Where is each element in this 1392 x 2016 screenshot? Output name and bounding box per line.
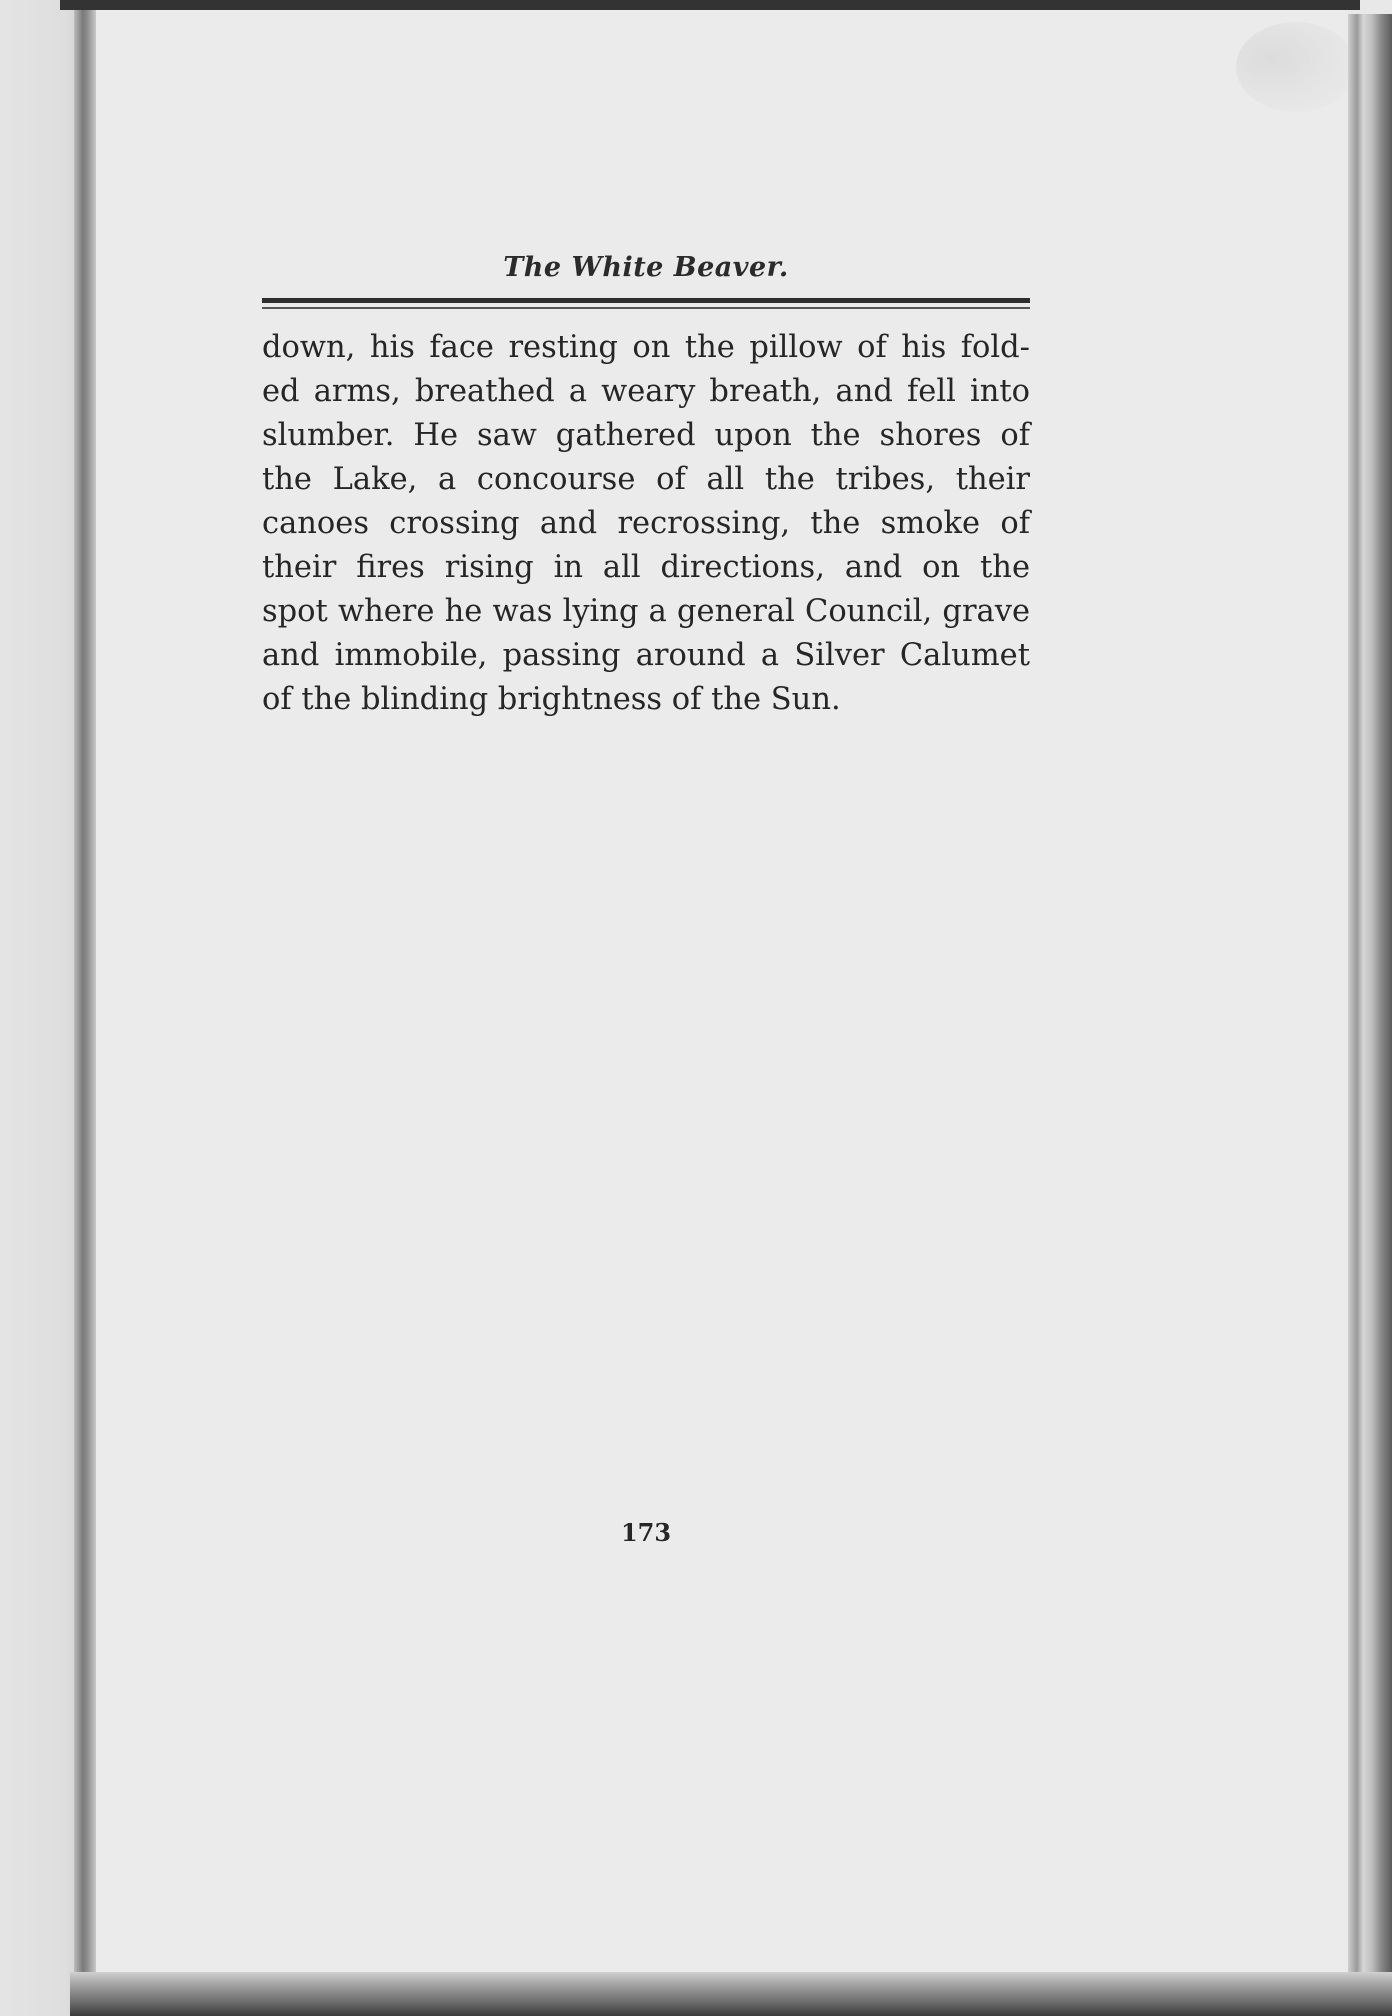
text-line: down, his face resting on the pillow of his fold-	[262, 330, 1030, 365]
scan-top-edge	[60, 0, 1360, 10]
header-rule-thin	[262, 307, 1030, 309]
body-paragraph	[262, 326, 1030, 722]
page-edges-bottom	[70, 1972, 1392, 2016]
page-corner-shading	[1236, 22, 1356, 112]
text-line: of the blinding brightness of the Sun.	[262, 682, 841, 717]
page-number: 173	[620, 1518, 672, 1547]
text-line: their fires rising in all directions, and on the	[262, 550, 1030, 585]
running-head: The White Beaver.	[503, 252, 789, 283]
text-line: ed arms, breathed a weary breath, and fell into	[262, 374, 1030, 409]
book-gutter	[74, 0, 96, 2016]
text-line: the Lake, a concourse of all the tribes, their	[262, 462, 1030, 497]
page-edges-right	[1348, 14, 1392, 2016]
text-line: and immobile, passing around a Silver Calumet	[262, 638, 1030, 673]
text-line: spot where he was lying a general Council, grave	[262, 594, 1030, 629]
header-rule-thick	[262, 298, 1030, 303]
text-line: canoes crossing and recrossing, the smoke of	[262, 506, 1030, 541]
text-line: slumber. He saw gathered upon the shores of	[262, 418, 1030, 453]
